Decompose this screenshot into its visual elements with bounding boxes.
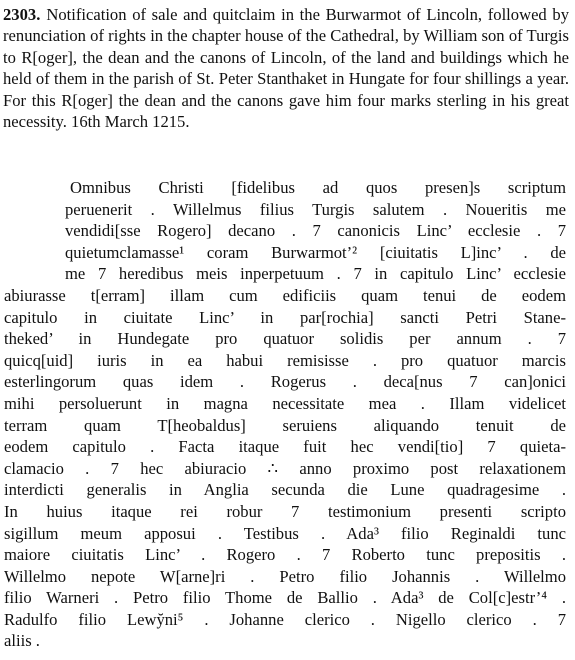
charter-line: terram quam T[heobaldus] seruiens aliquando tenuit de	[4, 415, 566, 435]
charter-line: maiore ciuitatis Linc’ . Rogero . 7 Roberto tunc prepositis .	[4, 545, 566, 565]
charter-line: mihi persoluerunt in magna necessitate mea . Illam videlicet	[4, 393, 566, 413]
charter-line: In huius itaque rei robur 7 testimonium presenti scripto	[4, 501, 566, 521]
charter-line: quicq[uid] iuris in ea habui remisisse . pro quatuor marcis	[4, 350, 566, 370]
charter-line: me 7 heredibus meis inperpetuum . 7 in capitulo Linc’ ecclesie	[65, 264, 566, 284]
charter-line: sigillum meum apposui . Testibus . Ada³ filio Reginaldi tunc	[4, 523, 566, 543]
charter-line: abiurasse t[erram] illam cum edificiis quam tenui de eodem	[4, 285, 566, 305]
charter-line: Omnibus Christi [fidelibus ad quos presen]s scriptum	[70, 178, 566, 197]
charter-line: theked’ in Hundegate pro quatuor solidis per annum . 7	[4, 329, 566, 349]
charter-line: clamacio . 7 hec abiuracio ∴ anno proximo post relaxationem	[4, 458, 566, 478]
charter-line: quietumclamasse¹ coram Burwarmot’² [ciuitatis L]inc’ . de	[65, 242, 566, 262]
charter-line: interdicti generalis in Anglia secunda die Lune quadragesime .	[4, 480, 566, 500]
charter-line: filio Warneri . Petro filio Thome de Ballio . Ada³ de Col[c]estr’⁴ .	[4, 588, 566, 608]
entry-summary-text: Notification of sale and quitclaim in the Burwarmot of Lincoln, followed by renunciation of rights in the chapter house of the Cathedral, by William son of Turgis to R[oger], the dean and the canons of Lincoln, of the land and buildings which he held of them in the parish of St. Peter Stanthaket in Hungate for four shillings a year. For this R[oger] the dean and the canons gave him four marks sterling in his great necessity. 16th March 1215.	[3, 5, 569, 132]
charter-line: Radulfo filio Lewy̆ni⁵ . Johanne clerico . Nigello clerico . 7	[4, 609, 566, 629]
charter-text-block	[4, 177, 566, 652]
charter-line: aliis .	[4, 631, 40, 651]
charter-line: eodem capitulo . Facta itaque fuit hec vendi[tio] 7 quieta-	[4, 437, 566, 457]
entry-number: 2303.	[3, 5, 41, 24]
charter-line: Willelmo nepote W[arne]ri . Petro filio Johannis . Willelmo	[4, 566, 566, 586]
charter-line: esterlingorum quas idem . Rogerus . deca[nus 7 can]onici	[4, 372, 566, 392]
charter-line: vendidi[sse Rogero] decano . 7 canonicis Linc’ ecclesie . 7	[65, 221, 566, 241]
charter-line: peruenerit . Willelmus filius Turgis salutem . Noueritis me	[65, 199, 566, 219]
charter-line: capitulo in ciuitate Linc’ in par[rochia] sancti Petri Stane-	[4, 307, 566, 327]
entry-summary-paragraph	[3, 4, 569, 132]
